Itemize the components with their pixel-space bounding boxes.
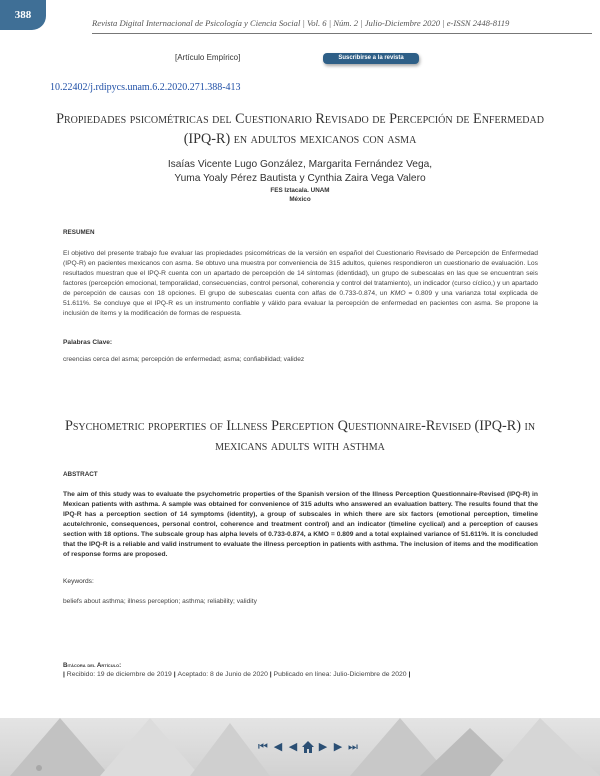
title-spanish: Propiedades psicométricas del Cuestionario Revisado de Percepción de Enfermedad (IPQ-R) en adultos mexicanos con asma: [56, 111, 544, 147]
published-date: Publicado en línea: Julio-Diciembre de 2020: [273, 671, 407, 678]
separator: |: [63, 671, 67, 678]
header-divider: [92, 33, 592, 34]
authors: [60, 158, 540, 186]
separator: |: [173, 671, 178, 678]
footer-dot: [36, 765, 42, 771]
subscribe-button[interactable]: Suscribirse a la revista: [323, 53, 419, 64]
abstract-text: The aim of this study was to evaluate the psychometric properties of the Spanish version of the Illness Perception Questionnaire-Revised (IPQ-R) in Mexican patients with asthma. A sample was obtained for convenience of 315 adults who answered an evaluation battery. The results found that the IPQ-R has a perception section of 14 symptoms (identity), a group of subscales in which there are six factors (emotional perception, timeline acute/chronic, consequences, personal control, coherence and treatment control) and an indicator (timeline cyclical) and a perception of causes section with 18 options. The subscale group has alpha levels of 0.733-0.874, a KMO = 0.809 and a total explained variance of 51.611%. It is concluded that the IPQ-R is a reliable and valid instrument to evaluate the illness perception in patients with asthma. The inclusion of items and the modification of response forms are proposed.: [63, 491, 538, 558]
palabras-clave-label: Palabras Clave:: [63, 339, 113, 346]
affiliation-country: México: [289, 196, 311, 203]
bitacora-dates: [63, 671, 410, 678]
last-page-icon[interactable]: ⏭: [348, 741, 358, 753]
doi-link[interactable]: 10.22402/j.rdipycs.unam.6.2.2020.271.388-413: [50, 82, 241, 93]
palabras-clave-text: creencias cerca del asma; percepción de enfermedad; asma; confiabilidad; validez: [63, 356, 305, 363]
journal-header: Revista Digital Internacional de Psicología y Ciencia Social | Vol. 6 | Núm. 2 | Julio-Diciembre 2020 | e-ISSN 2448-8119: [92, 18, 510, 28]
page-number: 388: [0, 0, 46, 30]
resumen-text: [63, 249, 538, 319]
resumen-text-part-2: = 0.809 y una varianza total explicada de 51.611%. Se concluye que el IPQ-R es un instrumento confiable y válido para evaluar la percepción de enfermedad en pacientes con asma. Se propone la inclusión de ítems y la modificación de formas de respuesta.: [63, 290, 538, 317]
article-type: [Artículo Empírico]: [175, 53, 241, 62]
resumen-kmo: KMO: [390, 290, 406, 297]
affiliation-institution: FES Iztacala. UNAM: [270, 187, 330, 194]
next-page-icon[interactable]: ▶: [333, 741, 343, 753]
resumen-text-part-1: El objetivo del presente trabajo fue evaluar las propiedades psicométricas de la versión en español del Cuestionario Revisado de Percepción de Enfermedad (IPQ-R) en pacientes mexicanos con asma. Se obtuvo una muestra por conveniencia de 315 adultos, quienes respondieron un cuestionario de evaluación. Los resultados muestran que el IPQ-R cuenta con un apartado de percepción de 14 síntomas (identidad), un grupo de subescalas en las que se encuentran seis factores (percepción emocional, temporalidad, consecuencias, control personal, coherencia y control del tratamiento), un indicador (curso cíclico,) y un apartado de percepción de causas con 18 opciones. El grupo de subescalas cuenta con alfas de 0.733-0.874, un: [63, 250, 538, 297]
resumen-label: RESUMEN: [63, 229, 95, 236]
previous-page-icon[interactable]: ◀: [273, 741, 283, 753]
bitacora-label: Bitácora del Artículo:: [63, 662, 122, 669]
affiliation: [60, 186, 540, 204]
authors-line-2: Yuma Yoaly Pérez Bautista y Cynthia Zaira Vega Valero: [174, 173, 426, 184]
accepted-date: Aceptado: 8 de Junio de 2020: [177, 671, 268, 678]
abstract-label: ABSTRACT: [63, 471, 98, 478]
keywords-label: Keywords:: [63, 578, 94, 585]
separator: |: [269, 671, 274, 678]
keywords-text: beliefs about asthma; illness perception; asthma; reliability; validity: [63, 598, 257, 605]
received-date: Recibido: 19 de diciembre de 2019: [66, 671, 172, 678]
separator: |: [408, 671, 411, 678]
page-navigation: [256, 740, 360, 754]
forward-icon[interactable]: ▶: [318, 741, 328, 753]
home-icon[interactable]: [301, 740, 315, 754]
back-icon[interactable]: ◀: [288, 741, 298, 753]
first-page-icon[interactable]: ⏮: [258, 741, 268, 753]
title-english: Psychometric properties of Illness Perception Questionnaire-Revised (IPQ-R) in mexicans adults with asthma: [64, 418, 536, 454]
authors-line-1: Isaías Vicente Lugo González, Margarita Fernández Vega,: [167, 159, 433, 170]
